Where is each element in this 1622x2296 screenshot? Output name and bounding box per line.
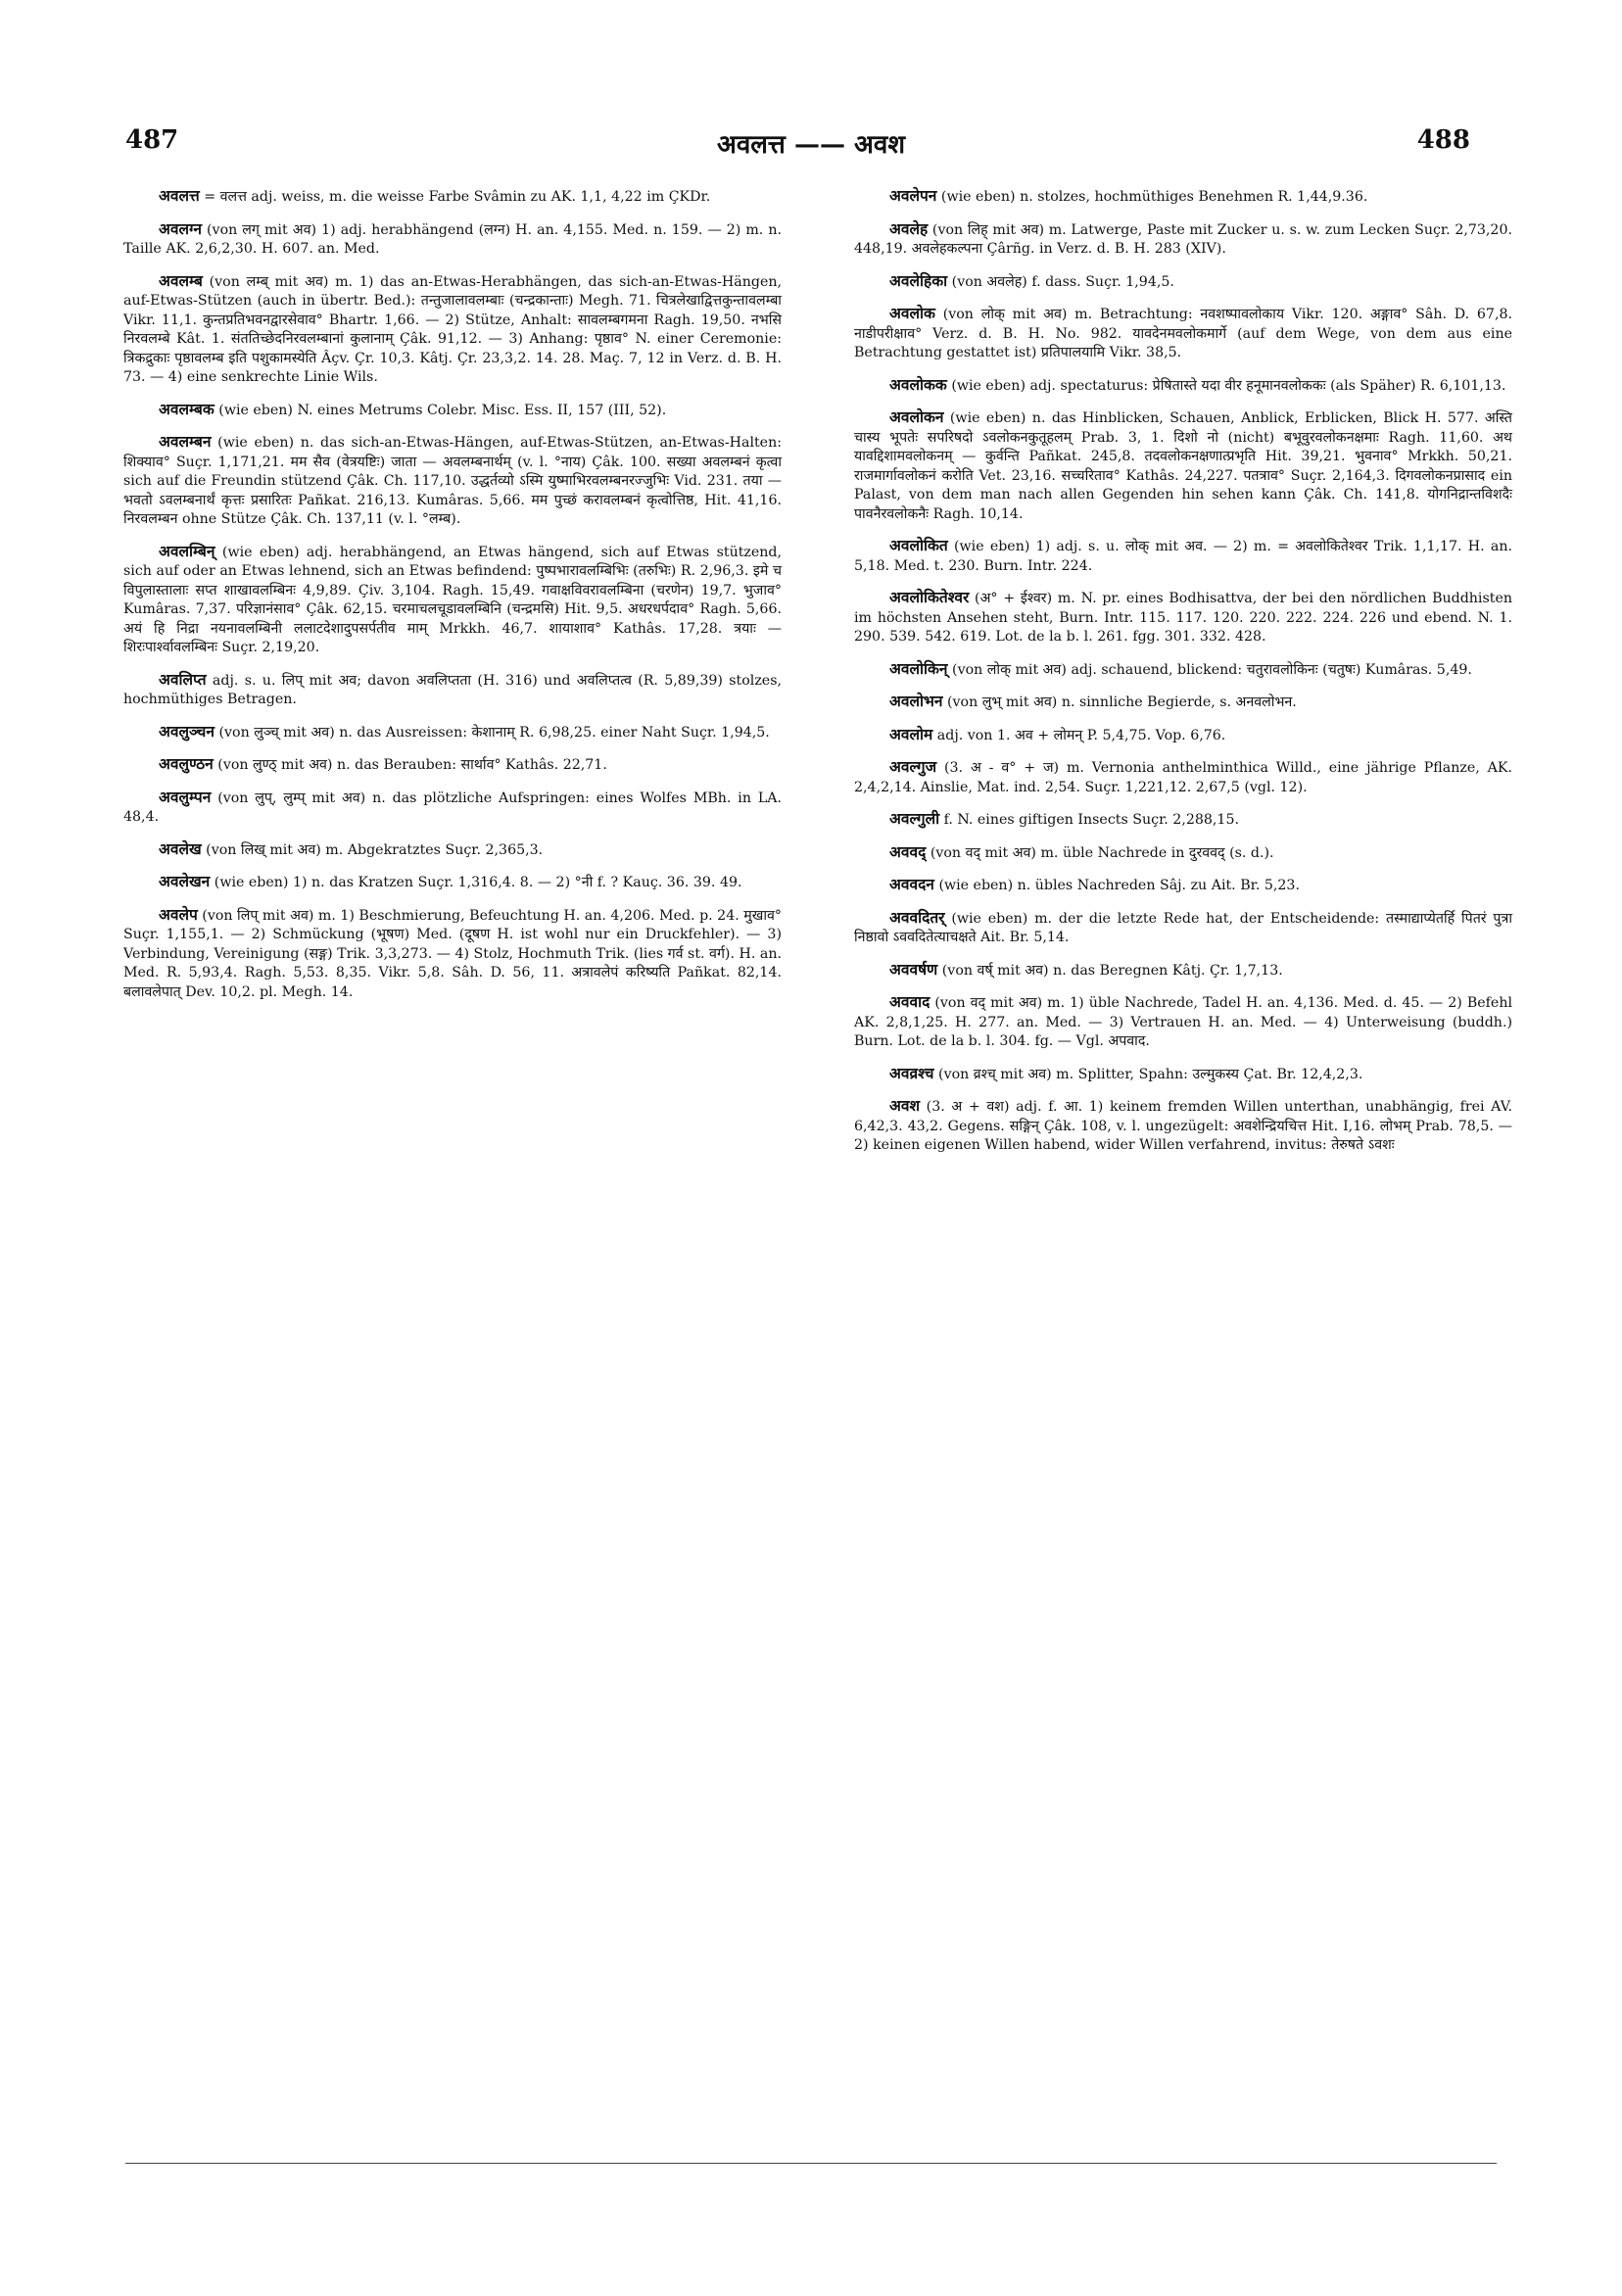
headword: अववद् <box>889 841 927 861</box>
entry-body: (von अवलेह) f. dass. Suçr. 1,94,5. <box>951 273 1174 290</box>
headword: अववाद <box>889 992 930 1011</box>
dictionary-entry <box>854 588 1512 647</box>
entry-body: (wie eben) adj. herabhängend, an Etwas hängend, sich auf Etwas stützend, sich auf oder an Etwas lehnend, sich an Etwas befindend: पुष्पभारावलम्बिभिः (तरुभिः) R. 2,96,3. इमे च विपुलास्तालाः सप्त शाखावलम्बिनः 4,9,89. Çiv. 3,104. Ragh. 15,49. गवाक्षविवरावलम्बिना (चरणेन) 19,7. भुजाव° Kumâras. 7,37. परिज्ञानंसाव° Çâk. 62,15. चरमाचलचूडावलम्बिनि (चन्द्रमसि) Hit. 9,5. अधरधर्पदाव° Ragh. 5,66. अयं हि निद्रा नयनावलम्बिनी ललाटदेशादुपसर्पतीव माम् Mrkkh. 46,7. शायाशाव° Kathâs. 17,28. त्रयाः — शिरःपार्श्वावलम्बिनः Suçr. 2,19,20. <box>123 544 783 655</box>
headword: अवलम्बिन् <box>159 541 215 560</box>
dictionary-entry <box>854 536 1512 576</box>
dictionary-entry <box>854 304 1512 363</box>
headword: अवलोक <box>889 304 935 322</box>
dictionary-entry <box>123 905 782 1003</box>
dictionary-entry <box>123 542 782 658</box>
headword: अवलोकन <box>889 407 944 426</box>
entry-body: (wie eben) n. das Hinblicken, Schauen, Anblick, Erblicken, Blick H. 577. अस्ति चास्य भूपतेः सपरिषदो ऽवलोकनकुतूहलम् Prab. 3, 1. दिशो नो (nicht) बभूवुरवलोकनक्षमाः Ragh. 11,60. अथ यावद्दिशामवलोकनम् — कुर्वन्ति Pañkat. 245,8. तदवलोकनक्षणात्प्रभृति Hit. 39,21. भुवनाव° Mrkkh. 50,21. राजमार्गावलोकनं करोति Vet. 23,16. सच्चरिताव° Kathâs. 24,227. पतत्राव° Suçr. 2,164,3. दिगवलोकनप्रासाद ein Palast, von dem man nach allen Gegenden hin sehen kann Çâk. Ch. 141,8. योगनिद्रान्तविशदैः पावनैरवलोकनैः Ragh. 10,14. <box>854 410 1513 522</box>
entry-body: (von वद् mit अव) m. üble Nachrede in दुरववद् (s. d.). <box>930 844 1274 861</box>
headword: अवलुञ्चन <box>159 721 215 741</box>
dictionary-entry <box>123 670 782 710</box>
headword: अववदन <box>889 875 934 893</box>
headword: अवलोकिन् <box>889 658 948 678</box>
dictionary-entry <box>854 375 1512 397</box>
headword: अवलोकक <box>889 374 947 394</box>
page-header <box>0 125 1622 184</box>
dictionary-entry <box>123 839 782 861</box>
entry-body: (wie eben) 1) adj. s. u. लोक् mit अव. — 2) m. = अवलोकितेश्वर Trik. 1,1,17. H. an. 5,18. Med. t. 230. Burn. Intr. 224. <box>854 539 1513 574</box>
entry-body: (wie eben) 1) n. das Kratzen Suçr. 1,316,4. 8. — 2) °नी f. ? Kauç. 36. 39. 49. <box>214 875 742 890</box>
entry-body: (von लम्ब् mit अव) m. 1) das an-Etwas-Herabhängen, das sich-an-Etwas-Hängen, auf-Etwas-Stützen (auch in übertr. Bed.): तन्तुजालावलम्बाः (चन्द्रकान्ताः) Megh. 71. चित्रलेखाद्वित्तकुन्तावलम्बा Vikr. 11,1. कुन्तप्रतिभवनद्वारसेवाव° Bhartr. 1,66. — 2) Stütze, Anhalt: सावलम्बगमना Ragh. 19,50. नभसि निरवलम्बे Kât. 1. संततिच्छेदनिरवलम्बानां कुलानाम् Çâk. 91,12. — 3) Anhang: पृष्ठाव° N. einer Ceremonie: त्रिकद्रुकाः पृष्ठावलम्ब इति पशुकामस्येति Âçv. Çr. 10,3. Kâtj. Çr. 23,3,2. 14. 28. Maç. 7, 12 in Verz. d. B. H. 73. — 4) eine senkrechte Linie Wils. <box>123 273 782 385</box>
entry-body: (wie eben) n. stolzes, hochmüthiges Benehmen R. 1,44,9.36. <box>940 189 1368 205</box>
entry-body: (von लिख् mit अव) m. Abgekratztes Suçr. 2,365,3. <box>206 841 544 858</box>
headword: अवलोकित <box>889 536 948 554</box>
headword: अवलेखन <box>159 872 211 890</box>
headword: अववर्षण <box>889 959 938 979</box>
headword: अवलोकितेश्वर <box>889 588 970 606</box>
dictionary-entry <box>854 908 1512 948</box>
entry-body: adj. von 1. अव + लोमन् P. 5,4,75. Vop. 6,76. <box>936 727 1226 743</box>
headword: अवलम्ब <box>159 270 203 290</box>
headword: अवलम्बक <box>159 399 215 418</box>
entry-body: (von वर्ष् mit अव) n. das Beregnen Kâtj. Çr. 1,7,13. <box>941 962 1283 979</box>
dictionary-entry <box>854 875 1512 896</box>
headword: अवल्गुली <box>889 809 940 828</box>
dictionary-entry <box>854 757 1512 797</box>
left-page-number: 487 <box>125 125 179 155</box>
entry-body: (von लोक् mit अव) adj. schauend, blickend: चतुरावलोकिनः (चतुषः) Kumâras. 5,49. <box>952 661 1472 678</box>
dictionary-entry <box>123 432 782 530</box>
dictionary-entry <box>854 186 1512 208</box>
dictionary-entry <box>123 400 782 421</box>
dictionary-entry <box>854 692 1512 713</box>
dictionary-entry <box>854 809 1512 831</box>
entry-body: (3. अ + वश) adj. f. आ. 1) keinem fremden Willen unterthan, unabhängig, frei AV. 6,42,3. 43,2. Gegens. सङ्गिन् Çâk. 108, v. l. ungezügelt: अवशेन्द्रियचित्त Hit. I,16. लोभम् Prab. 78,5. — 2) keinen eigenen Willen habend, wider Willen verfahrend, invitus: तेरुषते ऽवशः <box>854 1099 1512 1153</box>
headword: अवलेप <box>159 904 198 924</box>
entry-body: (wie eben) adj. spectaturus: प्रेषितास्ते यदा वीर हनूमानवलोककः (als Späher) R. 6,101,13. <box>951 377 1506 394</box>
right-column <box>854 186 1512 1168</box>
headword: अवलेख <box>159 838 202 858</box>
dictionary-entry <box>123 788 782 828</box>
headword: अवव्रश्च <box>889 1063 934 1082</box>
headword: अवलेहिका <box>889 270 948 290</box>
headword: अवलग्न <box>159 218 202 238</box>
dictionary-entry <box>854 992 1512 1052</box>
entry-body: (von लुप्, लुम्प् mit अव) n. das plötzliche Aufspringen: eines Wolfes MBh. in LA. 48,4. <box>123 789 782 825</box>
entry-body: (wie eben) N. eines Metrums Colebr. Misc. Ess. II, 157 (III, 52). <box>218 402 667 418</box>
dictionary-entry <box>854 659 1512 681</box>
dictionary-entry <box>854 407 1512 524</box>
dictionary-entry <box>854 960 1512 981</box>
entry-body: (अ° + ईश्वर) m. N. pr. eines Bodhisattva, der bei den nördlichen Buddhisten im höchsten Ansehen steht, Burn. Intr. 115. 117. 120. 220. 222. 224. 226 und ebend. N. 1. 290. 539. 542. 619. Lot. de la b. l. 261. fgg. 301. 332. 428. <box>854 591 1512 645</box>
dictionary-entry <box>854 271 1512 293</box>
dictionary-entry <box>123 219 782 260</box>
dictionary-entry <box>854 842 1512 864</box>
headword: अवलुम्पन <box>159 787 212 806</box>
dictionary-entry <box>123 186 782 208</box>
entry-body: (von लिह् mit अव) m. Latwerge, Paste mit Zucker u. s. w. zum Lecken Suçr. 2,73,20. 448,19. अवलेहकल्पना Çârñg. in Verz. d. B. H. 283 (XIV). <box>854 221 1512 257</box>
dictionary-entry <box>854 1064 1512 1085</box>
headword: अवश <box>889 1096 921 1115</box>
entry-body: (wie eben) m. der die letzte Rede hat, der Entscheidende: तस्माद्याप्येतर्हि पितरं पुत्रा निष्ठावो ऽववदितेत्याचक्षते Ait. Br. 5,14. <box>854 910 1512 945</box>
headword: अवलोभन <box>889 692 943 710</box>
entry-body: (von वद् mit अव) m. 1) üble Nachrede, Tadel H. an. 4,136. Med. d. 45. — 2) Befehl AK. 2,8,1,25. H. 277. an. Med. — 3) Vertrauen H. an. Med. — 4) Unterweisung (buddh.) Burn. Lot. de la b. l. 304. fg. — Vgl. अपवाद. <box>854 995 1512 1049</box>
dictionary-entry <box>123 271 782 388</box>
entry-body: (wie eben) n. das sich-an-Etwas-Hängen, auf-Etwas-Stützen, an-Etwas-Halten: शिक्याव° Suçr. 1,171,21. मम सैव (वेत्रयष्टिः) जाता — अवलम्बनार्थम् (v. l. °नाय) Çâk. 100. सख्या अवलम्बनं कृत्वा sich auf die Freundin stützend Çâk. Ch. 117,10. उद्धर्तव्यो ऽस्मि युष्माभिरवलम्बनरज्जुभिः Vid. 231. तया — भवतो ऽवलम्बनार्थं कृत्तः प्रसारितः Pañkat. 216,13. Kumâras. 5,66. मम पुच्छं करावलम्बनं कृत्वोत्तिष्ठ, Hit. 41,16. निरवलम्बन ohne Stütze Çâk. Ch. 137,11 (v. l. °लम्ब). <box>123 435 782 527</box>
entry-body: f. N. eines giftigen Insects Suçr. 2,288,15. <box>943 812 1239 828</box>
entry-body: (wie eben) n. übles Nachreden Sâj. zu Ait. Br. 5,23. <box>938 878 1300 893</box>
running-title: अवलत्त —— अवश <box>716 130 906 160</box>
entry-body: (von लग् mit अव) 1) adj. herabhängend (लग्न) H. an. 4,155. Med. n. 159. — 2) m. n. Taille AK. 2,6,2,30. H. 607. an. Med. <box>123 221 783 257</box>
entry-body: (von लुभ् mit अव) n. sinnliche Begierde, s. अनवलोभन. <box>947 694 1297 710</box>
entry-body: (von लोक् mit अव) m. Betrachtung: नवशष्पावलोकाय Vikr. 120. अङ्गाव° Sâh. D. 67,8. नाडीपरीक्षाव° Verz. d. B. H. No. 982. यावदेनमवलोकमार्गे (auf dem Wege, von dem aus eine Betrachtung gestattet ist) प्रतिपालयामि Vikr. 38,5. <box>854 307 1513 360</box>
headword: अवलोम <box>889 724 933 743</box>
headword: अवल्गुज <box>889 757 937 776</box>
headword: अवलुण्ठन <box>159 754 214 773</box>
headword: अवलत्त <box>159 186 200 205</box>
entry-body: (3. अ - व° + ज) m. Vernonia anthelminthica Willd., eine jährige Pflanze, AK. 2,4,2,14. Ainslie, Mat. ind. 2,54. Suçr. 1,221,12. 2,67,5 (vgl. 12). <box>854 760 1512 795</box>
entry-body: (von व्रश्च् mit अव) m. Splitter, Spahn: उल्मुकस्य Çat. Br. 12,4,2,3. <box>938 1066 1363 1082</box>
headword: अवलेह <box>889 218 929 238</box>
dictionary-entry <box>854 219 1512 260</box>
headword: अवलिप्त <box>159 669 207 689</box>
headword: अवलम्बन <box>159 432 212 451</box>
dictionary-entry <box>123 722 782 743</box>
entry-body: (von लुण्ठ् mit अव) n. das Berauben: सार्थाव° Kathâs. 22,71. <box>217 757 607 773</box>
entry-body: (von लुञ्च् mit अव) n. das Ausreissen: केशानाम् R. 6,98,25. einer Naht Suçr. 1,94,5. <box>218 724 770 741</box>
entry-body: adj. s. u. लिप् mit अव; davon अवलिप्तता (H. 316) und अवलिप्तत्व (R. 5,89,39) stolzes, hochmüthiges Betragen. <box>123 672 782 707</box>
dictionary-entry <box>123 872 782 893</box>
dictionary-entry <box>123 754 782 776</box>
dictionary-entry <box>854 1096 1512 1156</box>
dictionary-entry <box>854 725 1512 746</box>
headword: अवलेपन <box>889 186 937 205</box>
headword: अववदितर् <box>889 907 945 927</box>
right-page-number: 488 <box>1416 125 1470 155</box>
left-column <box>123 186 782 1014</box>
entry-body: (von लिप् mit अव) m. 1) Beschmierung, Befeuchtung H. an. 4,206. Med. p. 24. मुखाव° Suçr. 1,155,1. — 2) Schmückung (भूषण) Med. (दूषण H. ist wohl nur ein Druckfehler). — 3) Verbindung, Vereinigung (सङ्ग) Trik. 3,3,273. — 4) Stolz, Hochmuth Trik. (lies गर्व st. वर्ग). H. an. Med. R. 5,93,4. Ragh. 5,53. 8,35. Vikr. 5,8. Sâh. D. 56, 11. अत्रावलेपं करिष्यति Pañkat. 82,14. बलावलेपात् Dev. 10,2. pl. Megh. 14. <box>123 907 782 1000</box>
entry-body: = वलत्त adj. weiss, m. die weisse Farbe Svâmin zu AK. 1,1, 4,22 im ÇKDr. <box>204 189 711 205</box>
footer-rule <box>125 2163 1497 2164</box>
